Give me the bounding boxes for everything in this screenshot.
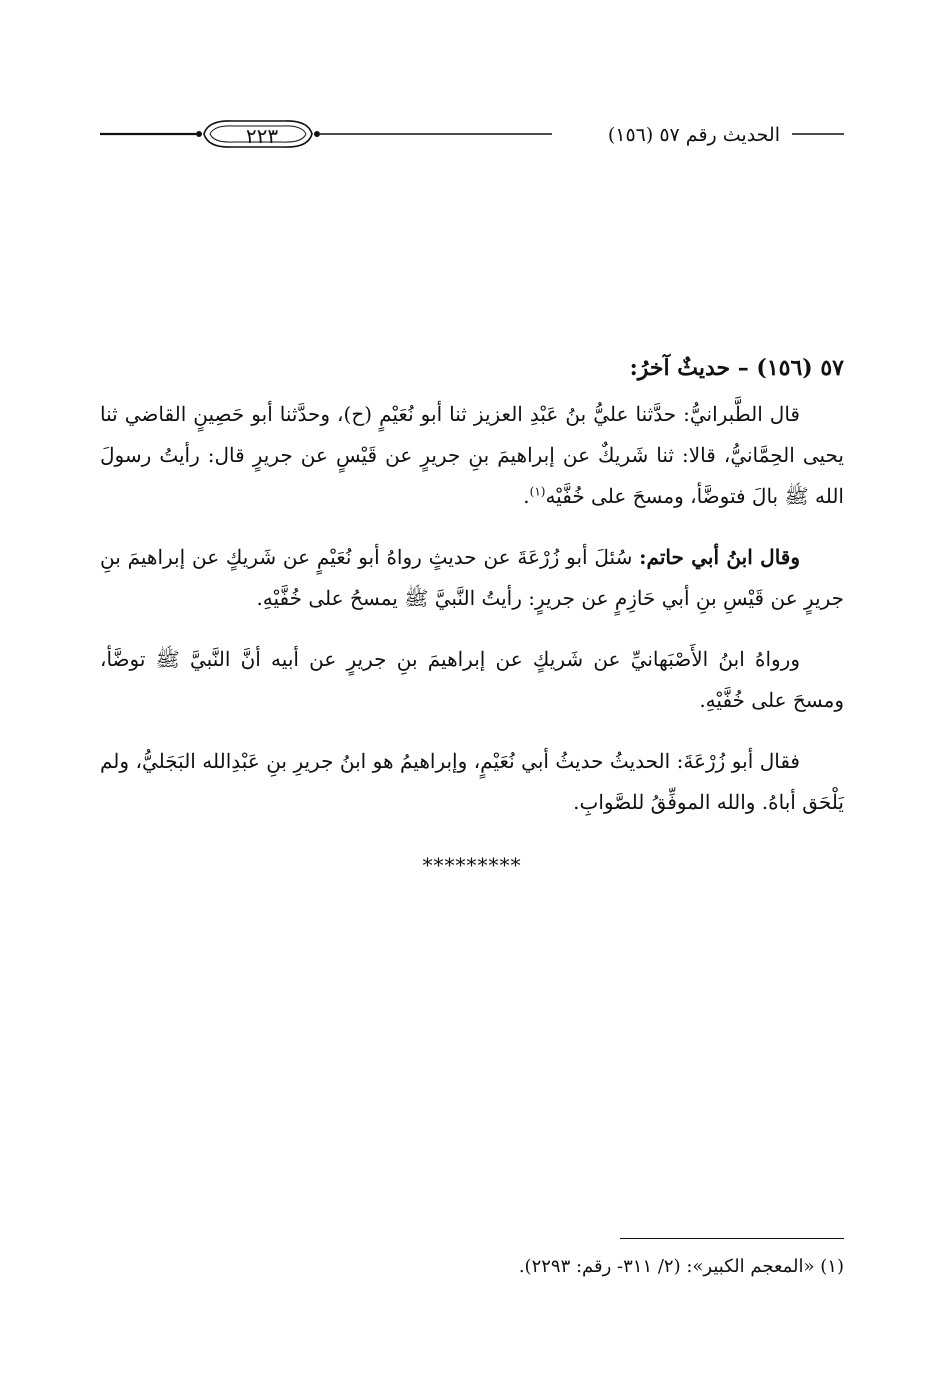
paragraph-text: سُئلَ أبو زُرْعَةَ عن حديثٍ رواهُ أبو نُعَيْمٍ عن شَريكٍ عن إبراهيمَ بنِ جريرٍ عن قَيْسِ بنِ أبي حَازِمٍ عن جريرٍ: رأيتُ النَّبيَّ ﷺ يمسحُ على خُفَّيْهِ. (100, 545, 844, 610)
paragraph-text: ورواهُ ابنُ الأَصْبَهانيِّ عن شَريكٍ عن إبراهيمَ بنِ جريرٍ عن أبيه أنَّ النَّبيَّ ﷺ توضَّأ، ومسحَ على خُفَّيْهِ. (100, 647, 844, 712)
page-body (100, 348, 844, 877)
paragraph-text: قال الطَّبرانيُّ: حدَّثنا عليُّ بنُ عَبْدِ العزيز ثنا أبو نُعَيْمٍ (ح)، وحدَّثنا أبو حَصِينٍ القاضي ثنا يحيى الحِمَّانيُّ، قالا: ثنا شَريكٌ عن إبراهيمَ بنِ جريرٍ عن قَيْسٍ عن جريرٍ قال: رأيتُ رسولَ الله ﷺ بالَ فتوضَّأ، ومسحَ على خُفَّيْه (100, 402, 845, 508)
paragraph-tabarani (100, 394, 844, 517)
paragraph-text: فقال أبو زُرْعَةَ: الحديثُ حديثُ أبي نُعَيْمٍ، وإبراهيمُ هو ابنُ جريرِ بنِ عَبْدِالله البَجَليُّ، ولم يَلْحَق أباهُ. والله الموفِّقُ للصَّوابِ. (100, 749, 844, 814)
footnote: (١) «المعجم الكبير»: (٢/ ٣١١- رقم: ٢٢٩٣). (518, 1256, 844, 1277)
paragraph-lead: وقال ابنُ أبي حاتم: (639, 545, 801, 569)
section-separator: ********* (422, 853, 522, 877)
running-title: الحديث رقم ٥٧ (١٥٦) (602, 122, 786, 148)
paragraph-ibn-al-asbahani (100, 639, 844, 721)
footnote-divider (620, 1238, 844, 1239)
paragraph-end: . (523, 484, 530, 508)
footnote-reference: (١) (529, 484, 546, 499)
hadith-heading: ٥٧ (١٥٦) – حديثٌ آخرُ: (629, 355, 844, 381)
paragraph-ibn-abi-hatim (100, 537, 844, 619)
page-header (100, 112, 844, 162)
paragraph-abu-zurah (100, 741, 844, 823)
page-number: ٢٢٣ (245, 124, 279, 148)
